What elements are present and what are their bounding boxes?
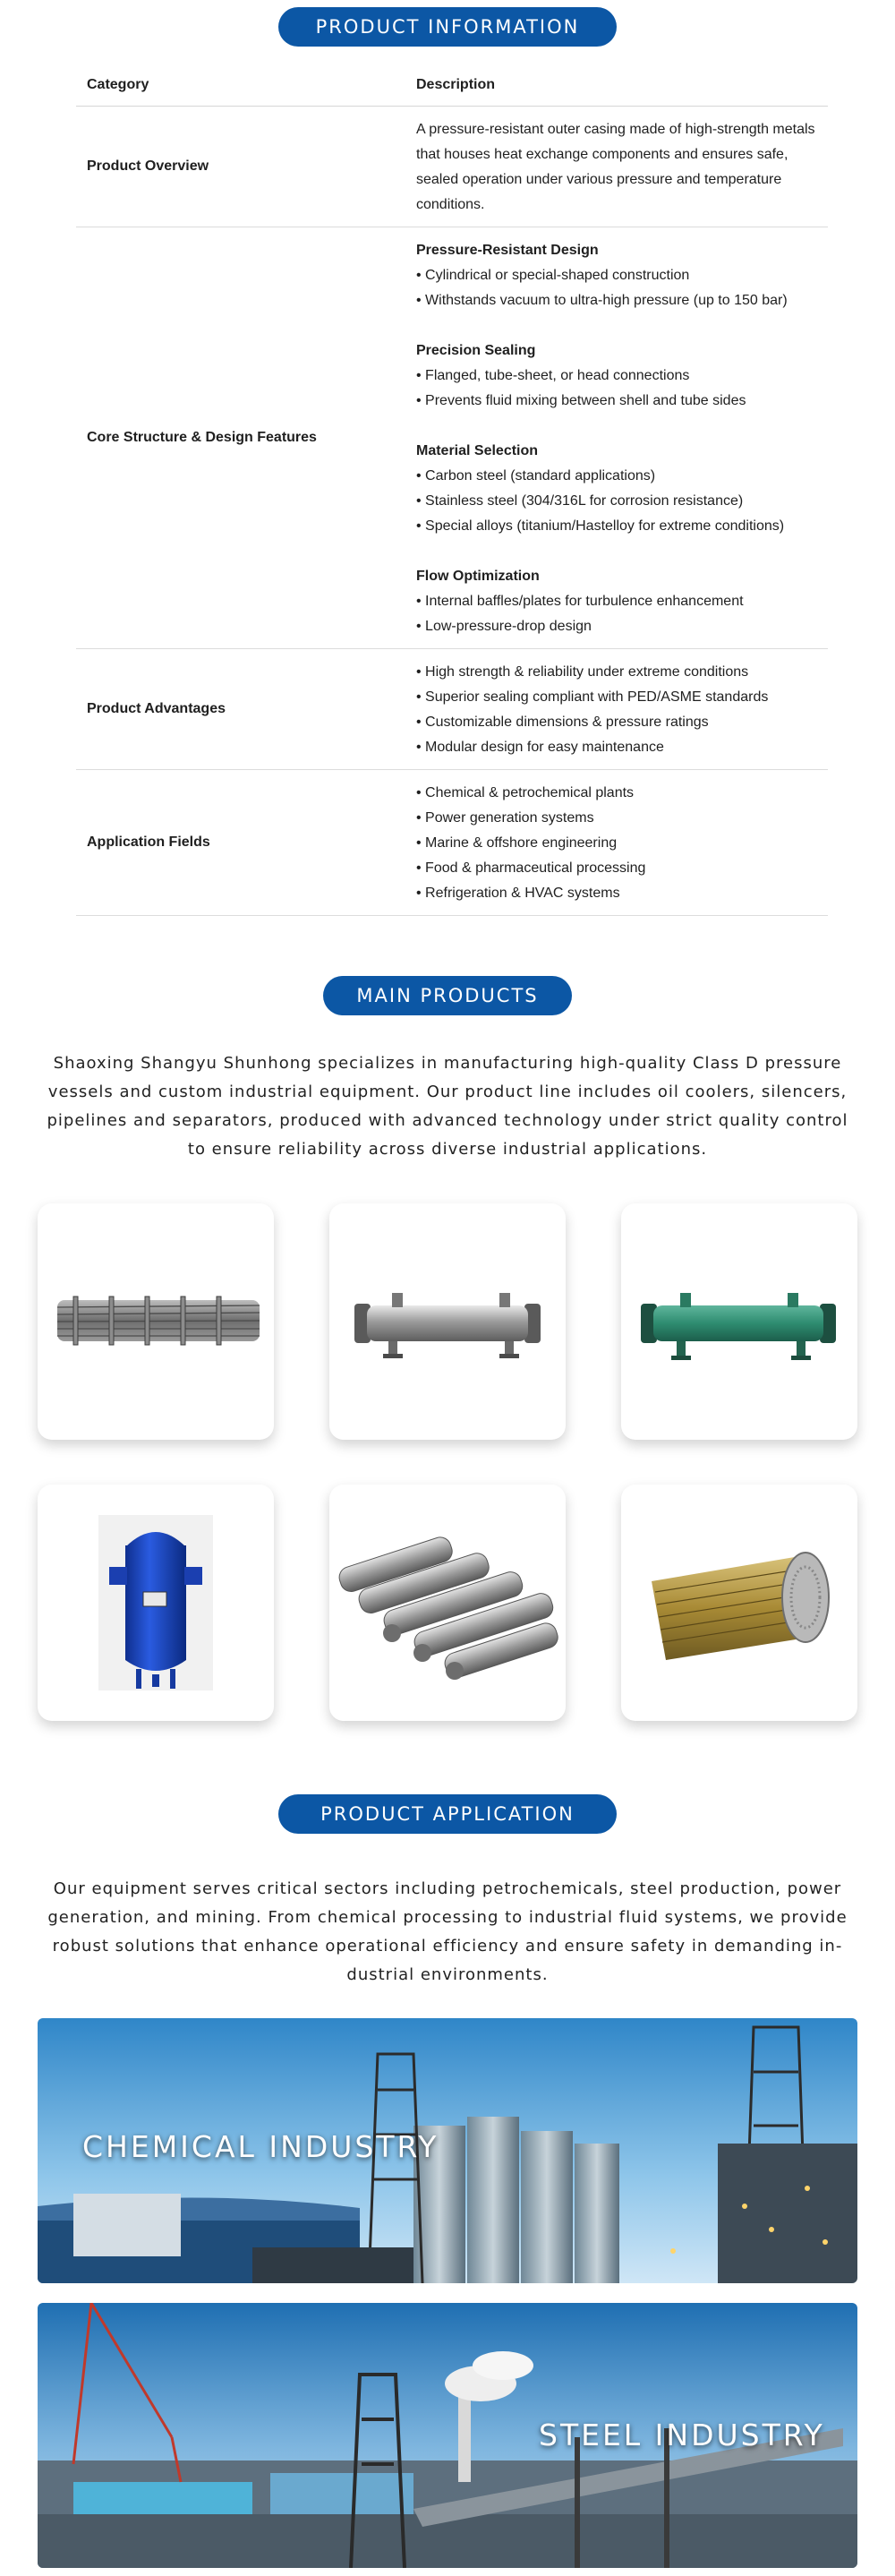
description-line: • Flanged, tube-sheet, or head connections: [416, 368, 690, 383]
row-description: [416, 227, 828, 649]
brass-tube-bundle-icon: [621, 1485, 857, 1721]
description-line: • Stainless steel (304/316L for corrosion resistance): [416, 493, 744, 509]
product-application-heading: PRODUCT APPLICATION: [278, 1794, 617, 1834]
description-line: • Customizable dimensions & pressure ratings: [416, 715, 709, 730]
description-line: • Cylindrical or special-shaped construction: [416, 268, 690, 283]
chemical-industry-title: CHEMICAL INDUSTRY: [82, 2129, 439, 2164]
description-block: [416, 238, 828, 313]
steel-industry-title: STEEL INDUSTRY: [539, 2418, 825, 2452]
description-line: A pressure-resistant outer casing made of high-strength metals that houses heat exchange components and ensures safe, sealed operation under various pressure and temperature conditions.: [416, 122, 815, 212]
description-block-heading: Precision Sealing: [416, 343, 536, 358]
description-line: • Internal baffles/plates for turbulence enhancement: [416, 594, 744, 609]
table-header-row: [76, 66, 828, 107]
column-header-category: Category: [76, 66, 416, 107]
chemical-industry-banner[interactable]: [38, 2018, 857, 2283]
product-information-table: [76, 66, 828, 916]
blue-separator-icon: [38, 1485, 274, 1721]
description-line: • Superior sealing compliant with PED/ASME standards: [416, 689, 769, 705]
product-card-blue-separator[interactable]: [38, 1485, 274, 1721]
heat-exchanger-row-icon: [329, 1485, 566, 1721]
product-card-tube-bundle[interactable]: [38, 1203, 274, 1440]
main-products-heading: MAIN PRODUCTS: [323, 976, 572, 1015]
table-row: [76, 649, 828, 770]
table-row: [76, 227, 828, 649]
description-line: • Power generation systems: [416, 810, 594, 826]
description-block-heading: Material Selection: [416, 443, 539, 458]
description-line: • Low-pressure-drop design: [416, 619, 592, 634]
green-oil-cooler-icon: [621, 1203, 857, 1440]
description-block: [416, 660, 828, 760]
product-information-heading: PRODUCT INFORMATION: [278, 7, 617, 47]
description-line: • Withstands vacuum to ultra-high pressure (up to 150 bar): [416, 293, 788, 308]
description-line: • Prevents fluid mixing between shell and tube sides: [416, 393, 746, 408]
row-description: [416, 770, 828, 916]
description-block: [416, 338, 828, 414]
table-body: [76, 107, 828, 916]
description-line: • Food & pharmaceutical processing: [416, 860, 646, 876]
steel-industry-banner[interactable]: [38, 2303, 857, 2568]
product-card-green-oil-cooler[interactable]: [621, 1203, 857, 1440]
description-block: [416, 439, 828, 539]
description-block-heading: Pressure-Resistant Design: [416, 243, 599, 258]
row-category: Product Overview: [76, 107, 416, 227]
row-category: Product Advantages: [76, 649, 416, 770]
row-description: [416, 107, 828, 227]
description-block: [416, 117, 828, 218]
tube-bundle-icon: [38, 1203, 274, 1440]
description-block: [416, 564, 828, 639]
row-category: Application Fields: [76, 770, 416, 916]
description-block: [416, 781, 828, 906]
description-line: • Marine & offshore engineering: [416, 835, 618, 851]
column-header-description: Description: [416, 66, 828, 107]
product-card-stainless-cooler[interactable]: [329, 1203, 566, 1440]
stainless-cooler-icon: [329, 1203, 566, 1440]
product-application-intro: Our equipment serves critical sectors including petrochemicals, steel production, power generation, and mining. From chemical processing to industrial fluid systems, we provide robust solutions that enhance operational efficiency and ensure safety in demanding in-dustrial environments.: [47, 1879, 848, 1984]
row-description: [416, 649, 828, 770]
description-line: • High strength & reliability under extreme conditions: [416, 664, 749, 680]
main-products-intro: Shaoxing Shangyu Shunhong specializes in manufacturing high-quality Class D pressure vessels and custom industrial equipment. Our product line includes oil coolers, silencers, pipelines and separators, produced with advanced technology under strict quality control to ensure reliability across diverse industrial applications.: [47, 1054, 848, 1159]
description-block-heading: Flow Optimization: [416, 569, 540, 584]
description-line: • Special alloys (titanium/Hastelloy for extreme conditions): [416, 518, 785, 534]
row-category: Core Structure & Design Features: [76, 227, 416, 649]
description-line: • Carbon steel (standard applications): [416, 468, 656, 484]
product-card-heat-exchanger-row[interactable]: [329, 1485, 566, 1721]
description-line: • Refrigeration & HVAC systems: [416, 886, 620, 901]
product-card-brass-tube-bundle[interactable]: [621, 1485, 857, 1721]
description-line: • Modular design for easy maintenance: [416, 740, 664, 755]
description-line: • Chemical & petrochemical plants: [416, 785, 635, 800]
table-row: [76, 770, 828, 916]
table-row: [76, 107, 828, 227]
